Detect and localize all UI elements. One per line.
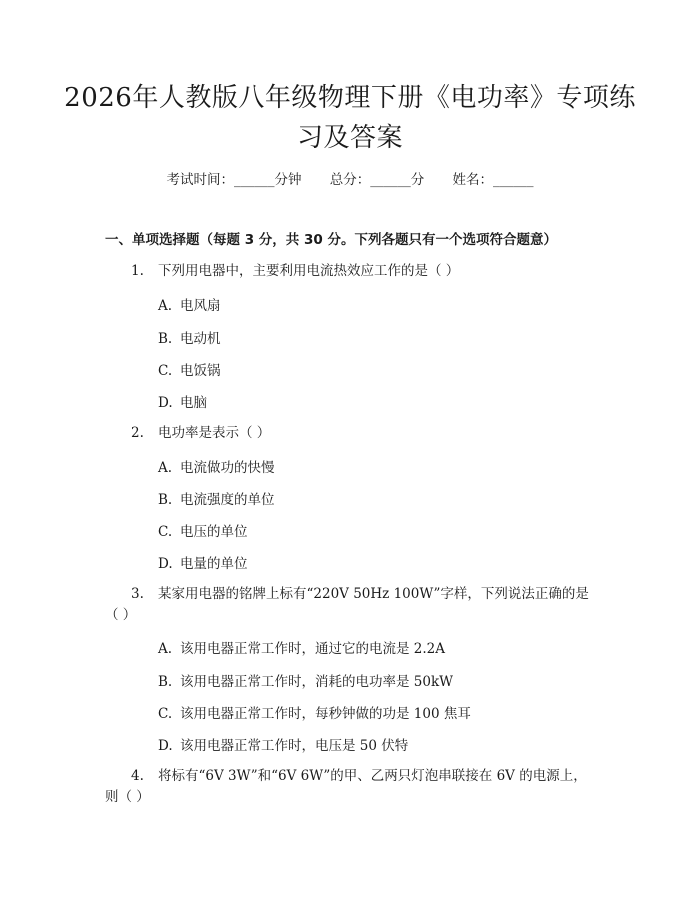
option-letter: A. — [158, 298, 173, 314]
option-text: 电流强度的单位 — [180, 492, 275, 508]
question-number: 4. — [131, 768, 144, 784]
option-3b — [158, 670, 453, 690]
option-1d — [158, 391, 207, 411]
question-stem-line-2: 则（ ） — [105, 789, 150, 805]
option-1b — [158, 327, 221, 347]
option-text: 电风扇 — [180, 298, 221, 314]
question-stem-line-2: （ ） — [105, 607, 137, 623]
exam-meta — [0, 168, 700, 188]
option-text: 该用电器正常工作时，通过它的电流是 2.2A — [180, 641, 446, 657]
document-title — [60, 78, 640, 158]
option-text: 电压的单位 — [180, 524, 248, 540]
student-name-label: 姓名：______ — [452, 172, 534, 188]
question-stem: 电功率是表示（ ） — [158, 425, 271, 441]
exam-time-label: 考试时间：______分钟 — [166, 172, 302, 188]
option-2c — [158, 520, 248, 540]
total-score-label: 总分：______分 — [329, 172, 425, 188]
option-text: 电饭锅 — [180, 363, 221, 379]
option-text: 电脑 — [180, 395, 207, 411]
option-3c — [158, 702, 471, 722]
title-text: 2026年人教版八年级物理下册《电功率》专项练习及答案 — [64, 83, 636, 153]
option-1a — [158, 294, 221, 314]
question-stem-line-1: 将标有“6V 3W”和“6V 6W”的甲、乙两只灯泡串联接在 6V 的电源上， — [158, 768, 587, 784]
option-letter: D. — [158, 395, 173, 411]
question-number: 3. — [131, 586, 144, 602]
option-letter: C. — [158, 524, 173, 540]
option-2b — [158, 488, 275, 508]
question-stem: 下列用电器中，主要利用电流热效应工作的是（ ） — [158, 263, 460, 279]
option-letter: B. — [158, 331, 173, 347]
option-letter: B. — [158, 492, 173, 508]
option-text: 电流做功的快慢 — [180, 460, 275, 476]
option-letter: C. — [158, 363, 173, 379]
option-letter: D. — [158, 738, 173, 754]
option-letter: C. — [158, 706, 173, 722]
option-text: 该用电器正常工作时，每秒钟做的功是 100 焦耳 — [180, 706, 471, 722]
question-stem-line-1: 某家用电器的铭牌上标有“220V 50Hz 100W”字样，下列说法正确的是 — [158, 586, 589, 602]
option-letter: B. — [158, 674, 173, 690]
option-2a — [158, 456, 275, 476]
question-number: 2. — [131, 425, 144, 441]
option-text: 电量的单位 — [180, 556, 248, 572]
option-letter: A. — [158, 641, 173, 657]
question-number: 1. — [131, 263, 144, 279]
option-letter: D. — [158, 556, 173, 572]
section-heading-single-choice: 一、单项选择题（每题 3 分，共 30 分。下列各题只有一个选项符合题意） — [105, 232, 557, 248]
option-text: 该用电器正常工作时，电压是 50 伏特 — [180, 738, 409, 754]
option-2d — [158, 552, 248, 572]
option-3d — [158, 734, 408, 754]
option-3a — [158, 637, 445, 657]
option-text: 电动机 — [180, 331, 221, 347]
option-1c — [158, 359, 221, 379]
option-letter: A. — [158, 460, 173, 476]
option-text: 该用电器正常工作时，消耗的电功率是 50kW — [180, 674, 454, 690]
